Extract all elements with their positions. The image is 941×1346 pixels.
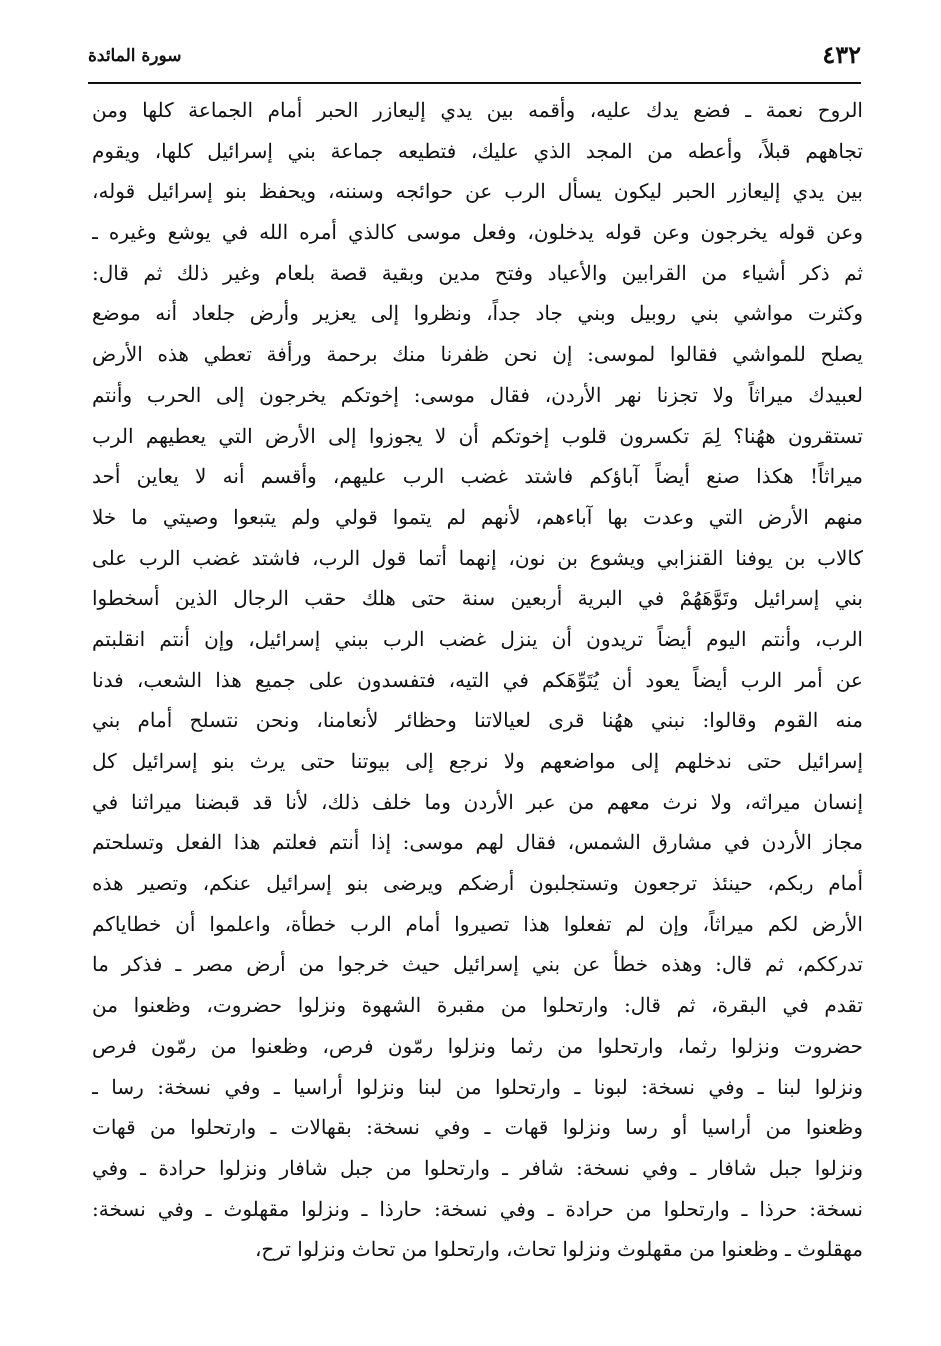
page-number: ٤٣٢ <box>822 40 861 69</box>
text-line: الروح نعمة ـ فضع يدك عليه، وأقمه بين يدي إليعازر الحبر أمام الجماعة كلها ومن <box>92 98 863 122</box>
text-line: الأرض لكم ميراثاً، وإن لم تفعلوا هذا تصيروا أمام الرب خطأة، واعلموا أن خطاياكم <box>92 911 863 936</box>
text-line: بين يدي إليعازر الحبر ليكون يسأل الرب عن حوائجه وسننه، ويحفظ بنو إسرائيل قوله، <box>92 179 863 204</box>
text-line: منهم الأرض التي وعدت بها آباءهم، لأنهم لم يتموا قولي ولم يتبعوا وصيتي ما خلا <box>92 504 863 529</box>
text-line: بني إسرائيل وتَوَّهَهُمْ في البرية أربعين سنة حتى هلك حقب الرجال الذين أسخطوا <box>92 586 863 611</box>
body-text <box>92 90 863 1270</box>
text-line: كالاب بن يوفنا القنزابي ويشوع بن نون، إنهما أتما قول الرب، فاشتد غضب الرب على <box>92 545 863 570</box>
text-line: منه القوم وقالوا: نبني ههُنا قرى لعيالاتنا وحظائر لأنعامنا، ونحن نتسلح أمام بني <box>92 708 863 733</box>
text-line: وعن قوله يخرجون وعن قوله يدخلون، وفعل موسى كالذي أمره الله في يوشع وغيره ـ <box>92 220 863 245</box>
text-line: مجاز الأردن في مشارق الشمس، فقال لهم موسى: إذا أنتم فعلتم هذا الفعل وتسلحتم <box>92 830 863 855</box>
text-line: تستقرون ههُنا؟ لِمَ تكسرون قلوب إخوتكم أن لا يجوزوا إلى الأرض التي يعطيهم الرب <box>92 423 863 448</box>
text-line: يصلح للمواشي فقالوا لموسى: إن نحن ظفرنا منك برحمة ورأفة تعطي هذه الأرض <box>92 342 863 367</box>
text-line: عن أمر الرب أيضاً يعود أن يُتَوِّهَكم في التيه، فتفسدون على جميع هذا الشعب، فدنا <box>92 667 863 692</box>
text-line: أمام ربكم، حينئذ ترجعون وتستجلبون أرضكم ويرضى بنو إسرائيل عنكم، وتصير هذه <box>92 871 863 896</box>
text-line: إنسان ميراثه، ولا نرث معهم من عبر الأردن وما خلف ذلك، لأنا قد قبضنا ميراثنا في <box>92 789 863 814</box>
surah-title: سورة المائدة <box>88 46 182 66</box>
text-line: ميراثاً! هكذا صنع أيضاً آباؤكم فاشتد غضب الرب عليهم، وأقسم أنه لا يعاين أحد <box>92 464 863 489</box>
text-line: وكثرت مواشي بني روبيل وبني جاد جداً، ونظروا إلى يعزير وأرض جلعاد أنه موضع <box>92 301 863 326</box>
text-line: ونزلوا جبل شافار ـ وفي نسخة: شافر ـ وارتحلوا من جبل شافار ونزلوا حرادة ـ وفي <box>92 1155 863 1180</box>
text-line: ثم ذكر أشياء من القرابين والأعياد وفتح مدين وبقية قصة بلعام وغير ذلك ثم قال: <box>92 260 863 285</box>
page-header <box>88 38 861 84</box>
text-line: لعبيدك ميراثاً ولا تجزنا نهر الأردن، فقال موسى: إخوتكم يخرجون إلى الحرب وأنتم <box>92 382 863 407</box>
text-line: إسرائيل حتى ندخلهم إلى مواضعهم ولا نرجع إلى بيوتنا حتى يرث بنو إسرائيل كل <box>92 749 863 773</box>
text-line: تجاههم قبلاً، وأعطه من المجد الذي عليك، فتطيعه جماعة بني إسرائيل كلها، ويقوم <box>92 138 863 163</box>
text-line: مهقلوث ـ وظعنوا من مقهلوث ونزلوا تحاث، وارتحلوا من تحاث ونزلوا ترح، <box>254 1237 863 1262</box>
text-line: وظعنوا من أراسيا أو رسا ونزلوا قهات ـ وفي نسخة: بقهالات ـ وارتحلوا من قهات <box>92 1115 863 1140</box>
text-line: تدرككم، ثم قال: وهذه خطأ عن بني إسرائيل حيث خرجوا من أرض مصر ـ فذكر ما <box>92 952 863 977</box>
text-line: حضروت ونزلوا رثما، وارتحلوا من رثما ونزلوا رمّون فرص، وظعنوا من رمّون فرص <box>92 1033 863 1058</box>
text-line: ونزلوا لبنا ـ وفي نسخة: لبونا ـ وارتحلوا من لبنا ونزلوا أراسيا ـ وفي نسخة: رسا ـ <box>92 1074 863 1099</box>
text-line: نسخة: حرذا ـ وارتحلوا من حرادة ـ وفي نسخة: حارذا ـ ونزلوا مقهلوث ـ وفي نسخة: <box>92 1196 863 1221</box>
text-line: الرب، وأنتم اليوم أيضاً تريدون أن ينزل غضب الرب ببني إسرائيل، وإن أنتم انقلبتم <box>92 626 863 651</box>
text-line: تقدم في البقرة، ثم قال: وارتحلوا من مقبرة الشهوة ونزلوا حضروت، وظعنوا من <box>92 993 863 1018</box>
